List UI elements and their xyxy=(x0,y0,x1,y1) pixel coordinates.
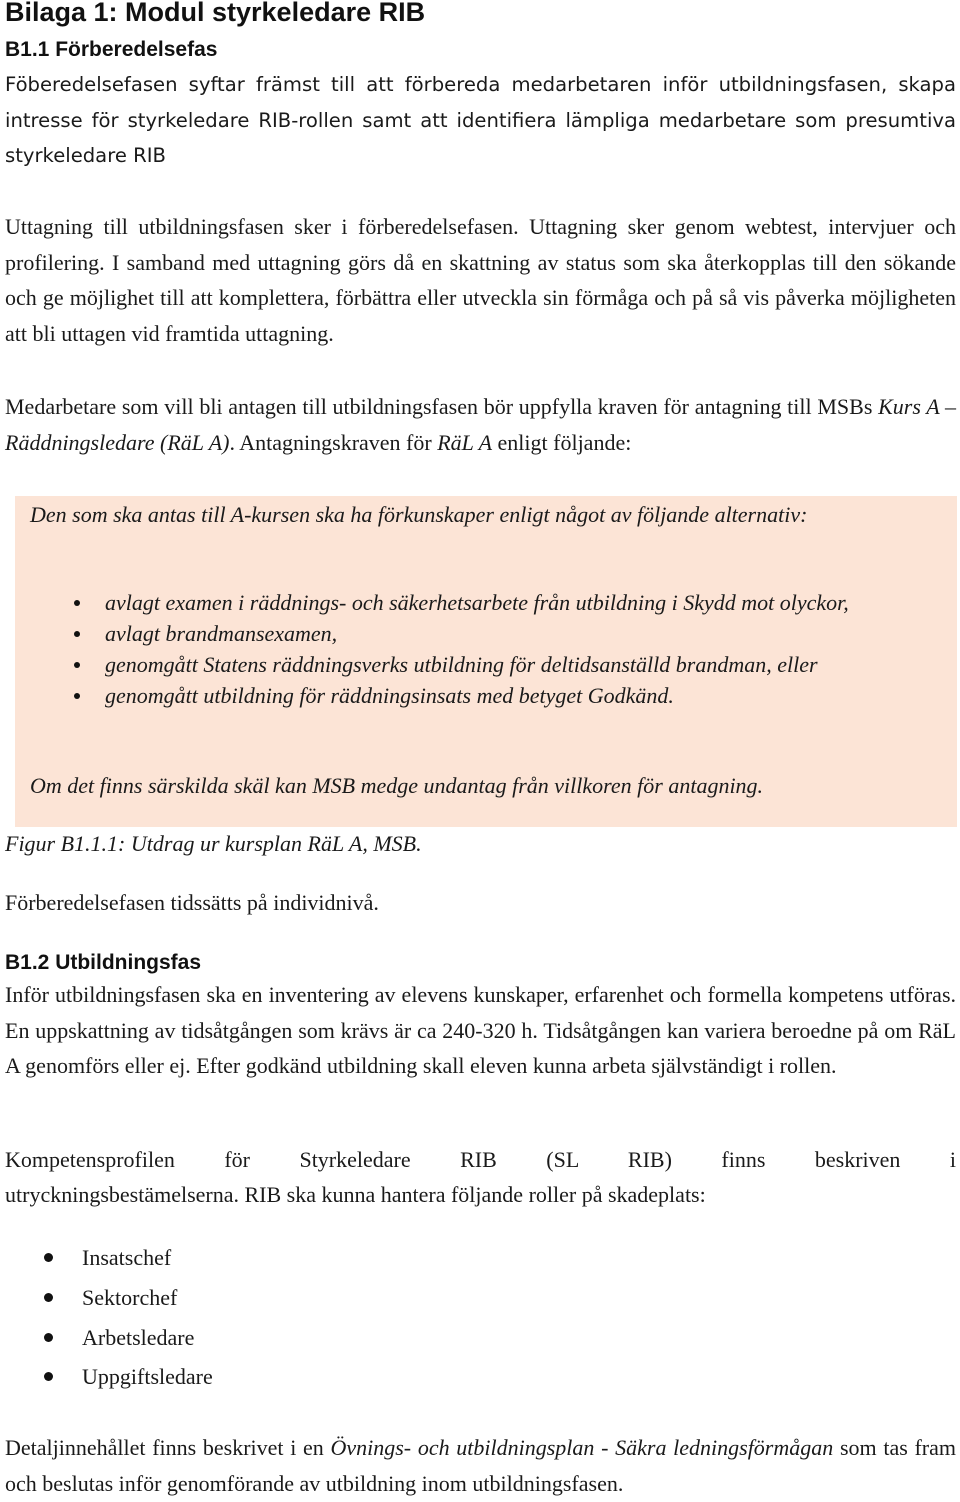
paragraph-preparation-purpose: Föberedelsefasen syftar främst till att förbereda medarbetaren inför utbildningsfasen, skapa intresse för styrkeledare RIB-rollen samt att identifiera lämpliga medarbetare som presumtiva styrkeledare RIB xyxy=(5,73,956,167)
bullet-icon xyxy=(74,631,80,637)
paragraph-competence-line-2: utryckningsbestämelserna. RIB ska kunna hantera följande roller på skadeplats: xyxy=(5,1182,706,1207)
paragraph-competence-line-1: Kompetensprofilen för Styrkeledare RIB (SL RIB) finns beskriven i xyxy=(5,1147,956,1172)
bullet-icon xyxy=(74,693,80,699)
list-item: avlagt examen i räddnings- och säkerhetsarbete från utbildning i Skydd mot olyckor, xyxy=(15,587,955,618)
bullet-icon xyxy=(74,662,80,668)
training-plan-name: Övnings- och utbildningsplan - Säkra ledningsförmågan xyxy=(330,1435,834,1460)
course-short-name: RäL A xyxy=(437,429,493,455)
excerpt-outro: Om det finns särskilda skäl kan MSB medge undantag från villkoren för antagning. xyxy=(30,773,764,798)
course-name: Kurs A – Räddningsledare (RäL A) xyxy=(5,394,956,455)
paragraph-detailed-content xyxy=(5,1430,956,1501)
paragraph-timing: Förberedelsefasen tidssätts på individnivå. xyxy=(5,890,379,915)
course-plan-excerpt-box xyxy=(15,496,957,827)
prerequisite-list xyxy=(15,587,955,711)
excerpt-intro: Den som ska antas till A-kursen ska ha förkunskaper enligt något av följande alternativ: xyxy=(30,502,808,527)
list-item: Sektorchef xyxy=(0,1278,956,1318)
list-item: Uppgiftsledare xyxy=(0,1357,956,1397)
document-title: Bilaga 1: Modul styrkeledare RIB xyxy=(5,0,426,27)
bullet-icon xyxy=(44,1372,53,1381)
admission-text-a: Medarbetare som vill bli antagen till utbildningsfasen bör uppfylla kraven för antagning till MSBs xyxy=(5,394,879,419)
roles-list xyxy=(0,1238,956,1397)
paragraph-admission xyxy=(5,389,956,460)
paragraph-training-inventory: Inför utbildningsfasen ska en inventering av elevens kunskaper, erfarenhet och formella kompetens utföras. En uppskattning av tidsåtgången som krävs är ca 240-320 h. Tidsåtgången kan variera beroedne på om RäL A genomförs eller ej. Efter godkänd utbildning skall eleven kunna arbeta självständigt i rollen. xyxy=(5,982,956,1078)
bullet-icon xyxy=(44,1293,53,1302)
figure-caption: Figur B1.1.1: Utdrag ur kursplan RäL A, MSB. xyxy=(5,831,422,856)
paragraph-selection: Uttagning till utbildningsfasen sker i förberedelsefasen. Uttagning sker genom webtest, intervjuer och profilering. I samband med uttagning görs då en skattning av status som ska återkopplas till den sökande och ge möjlighet till att komplettera, förbättra eller utveckla sin förmåga och på så vis påverka möjligheten att bli uttagen vid framtida uttagning. xyxy=(5,214,956,346)
list-item: Arbetsledare xyxy=(0,1318,956,1358)
section-heading-b1-1: B1.1 Förberedelsefas xyxy=(5,38,218,61)
bullet-icon xyxy=(44,1253,53,1262)
admission-text-c: enligt följande: xyxy=(492,429,632,455)
detail-text-b: som tas fram och beslutas inför genomförande av utbildning inom utbildningsfasen. xyxy=(5,1435,956,1496)
list-item: genomgått utbildning för räddningsinsats med betyget Godkänd. xyxy=(15,680,955,711)
bullet-icon xyxy=(44,1333,53,1342)
list-item: Insatschef xyxy=(0,1238,956,1278)
admission-text-b: . Antagningskraven för xyxy=(229,429,438,455)
section-heading-b1-2: B1.2 Utbildningsfas xyxy=(5,951,202,974)
list-item: avlagt brandmansexamen, xyxy=(15,618,955,649)
bullet-icon xyxy=(74,600,80,606)
detail-text-a: Detaljinnehållet finns beskrivet i en xyxy=(5,1435,331,1460)
list-item: genomgått Statens räddningsverks utbildning för deltidsanställd brandman, eller xyxy=(15,649,955,680)
